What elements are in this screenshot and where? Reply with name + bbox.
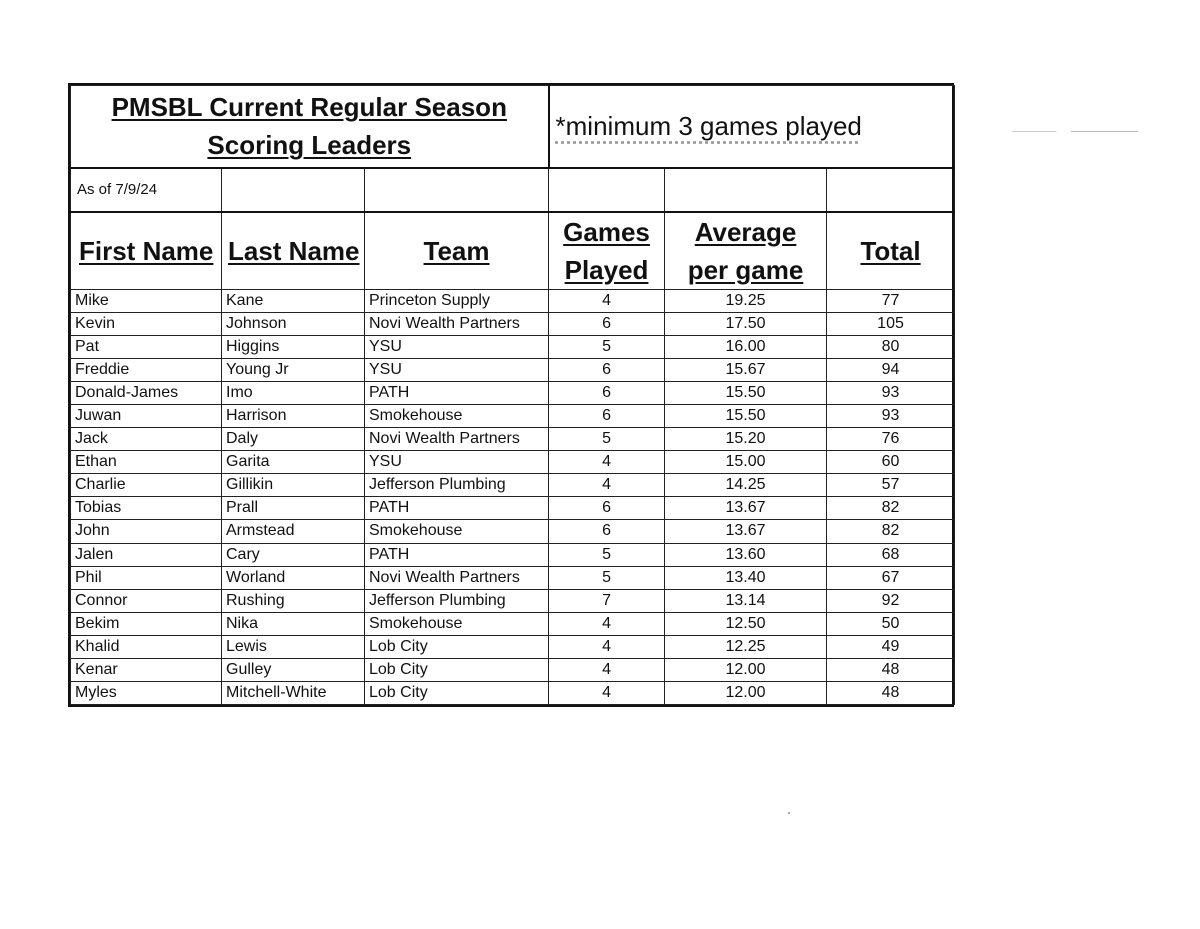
average-cell: 12.50 <box>665 612 827 635</box>
table-row <box>71 566 955 589</box>
games-played-cell: 4 <box>549 289 665 312</box>
games-played-cell: 6 <box>549 520 665 543</box>
games-played-cell: 5 <box>549 566 665 589</box>
table-row <box>71 404 955 427</box>
total-cell: 93 <box>827 404 955 427</box>
games-played-cell: 4 <box>549 635 665 658</box>
games-played-cell: 7 <box>549 589 665 612</box>
team-cell: YSU <box>365 451 549 474</box>
first-name-cell: Pat <box>71 335 222 358</box>
first-name-cell: Mike <box>71 289 222 312</box>
header-average-per-game: Average per game <box>665 212 827 290</box>
average-cell: 15.50 <box>665 381 827 404</box>
total-cell: 68 <box>827 543 955 566</box>
average-cell: 13.67 <box>665 520 827 543</box>
table-row <box>71 589 955 612</box>
table-row <box>71 520 955 543</box>
average-cell: 15.67 <box>665 358 827 381</box>
total-cell: 92 <box>827 589 955 612</box>
first-name-cell: Khalid <box>71 635 222 658</box>
team-cell: Smokehouse <box>365 612 549 635</box>
games-played-cell: 4 <box>549 451 665 474</box>
total-cell: 50 <box>827 612 955 635</box>
games-played-cell: 4 <box>549 659 665 682</box>
average-cell: 12.00 <box>665 682 827 705</box>
table-row <box>71 612 955 635</box>
title-cell <box>71 86 549 168</box>
first-name-cell: Phil <box>71 566 222 589</box>
average-cell: 15.50 <box>665 404 827 427</box>
last-name-cell: Harrison <box>222 404 365 427</box>
team-cell: Lob City <box>365 635 549 658</box>
total-cell: 48 <box>827 659 955 682</box>
games-played-cell: 4 <box>549 612 665 635</box>
first-name-cell: Jalen <box>71 543 222 566</box>
header-team: Team <box>365 212 549 290</box>
team-cell: YSU <box>365 335 549 358</box>
games-played-cell: 4 <box>549 682 665 705</box>
first-name-cell: Freddie <box>71 358 222 381</box>
empty-cell <box>827 168 955 212</box>
average-cell: 17.50 <box>665 312 827 335</box>
total-cell: 49 <box>827 635 955 658</box>
games-played-cell: 5 <box>549 335 665 358</box>
average-cell: 19.25 <box>665 289 827 312</box>
total-cell: 77 <box>827 289 955 312</box>
team-cell: Princeton Supply <box>365 289 549 312</box>
header-row <box>71 212 955 290</box>
last-name-cell: Gulley <box>222 659 365 682</box>
last-name-cell: Lewis <box>222 635 365 658</box>
table-row <box>71 428 955 451</box>
header-last-name: Last Name <box>222 212 365 290</box>
last-name-cell: Worland <box>222 566 365 589</box>
team-cell: PATH <box>365 497 549 520</box>
last-name-cell: Daly <box>222 428 365 451</box>
table-row <box>71 543 955 566</box>
total-cell: 93 <box>827 381 955 404</box>
last-name-cell: Nika <box>222 612 365 635</box>
as-of-row <box>71 168 955 212</box>
team-cell: PATH <box>365 381 549 404</box>
table-row <box>71 381 955 404</box>
team-cell: YSU <box>365 358 549 381</box>
total-cell: 82 <box>827 520 955 543</box>
table-row <box>71 497 955 520</box>
table-row <box>71 289 955 312</box>
last-name-cell: Cary <box>222 543 365 566</box>
table-row <box>71 451 955 474</box>
games-played-cell: 6 <box>549 358 665 381</box>
games-played-cell: 6 <box>549 381 665 404</box>
last-name-cell: Imo <box>222 381 365 404</box>
first-name-cell: Kenar <box>71 659 222 682</box>
last-name-cell: Johnson <box>222 312 365 335</box>
empty-cell <box>222 168 365 212</box>
total-cell: 80 <box>827 335 955 358</box>
games-played-cell: 5 <box>549 428 665 451</box>
average-cell: 15.00 <box>665 451 827 474</box>
table-row <box>71 474 955 497</box>
player-rows <box>71 289 955 705</box>
first-name-cell: Kevin <box>71 312 222 335</box>
header-total: Total <box>827 212 955 290</box>
first-name-cell: Charlie <box>71 474 222 497</box>
average-cell: 12.25 <box>665 635 827 658</box>
last-name-cell: Mitchell-White <box>222 682 365 705</box>
header-games-played: Games Played <box>549 212 665 290</box>
team-cell: Smokehouse <box>365 404 549 427</box>
last-name-cell: Kane <box>222 289 365 312</box>
title-row <box>71 86 955 168</box>
last-name-cell: Higgins <box>222 335 365 358</box>
first-name-cell: Jack <box>71 428 222 451</box>
first-name-cell: Donald-James <box>71 381 222 404</box>
total-cell: 82 <box>827 497 955 520</box>
team-cell: Jefferson Plumbing <box>365 474 549 497</box>
average-cell: 16.00 <box>665 335 827 358</box>
last-name-cell: Young Jr <box>222 358 365 381</box>
as-of-date: As of 7/9/24 <box>71 168 222 212</box>
team-cell: Novi Wealth Partners <box>365 566 549 589</box>
last-name-cell: Rushing <box>222 589 365 612</box>
total-cell: 94 <box>827 358 955 381</box>
team-cell: PATH <box>365 543 549 566</box>
first-name-cell: Myles <box>71 682 222 705</box>
scoring-leaders-table <box>70 85 955 705</box>
table-row <box>71 635 955 658</box>
first-name-cell: Tobias <box>71 497 222 520</box>
last-name-cell: Prall <box>222 497 365 520</box>
last-name-cell: Armstead <box>222 520 365 543</box>
title-line-2: Scoring Leaders <box>207 130 412 161</box>
team-cell: Jefferson Plumbing <box>365 589 549 612</box>
team-cell: Smokehouse <box>365 520 549 543</box>
total-cell: 105 <box>827 312 955 335</box>
games-played-cell: 6 <box>549 497 665 520</box>
team-cell: Novi Wealth Partners <box>365 428 549 451</box>
table-row <box>71 659 955 682</box>
total-cell: 76 <box>827 428 955 451</box>
total-cell: 48 <box>827 682 955 705</box>
average-cell: 13.14 <box>665 589 827 612</box>
average-cell: 14.25 <box>665 474 827 497</box>
games-played-cell: 4 <box>549 474 665 497</box>
total-cell: 60 <box>827 451 955 474</box>
games-played-cell: 5 <box>549 543 665 566</box>
table-row <box>71 312 955 335</box>
first-name-cell: John <box>71 520 222 543</box>
scan-artifact-dot <box>788 812 790 814</box>
first-name-cell: Bekim <box>71 612 222 635</box>
table-row <box>71 335 955 358</box>
scoring-leaders-sheet <box>68 83 954 707</box>
empty-cell <box>665 168 827 212</box>
average-cell: 12.00 <box>665 659 827 682</box>
average-cell: 13.60 <box>665 543 827 566</box>
team-cell: Novi Wealth Partners <box>365 312 549 335</box>
total-cell: 67 <box>827 566 955 589</box>
first-name-cell: Connor <box>71 589 222 612</box>
note-cell <box>549 86 955 168</box>
title-line-1: PMSBL Current Regular Season <box>111 92 507 123</box>
last-name-cell: Gillikin <box>222 474 365 497</box>
first-name-cell: Juwan <box>71 404 222 427</box>
first-name-cell: Ethan <box>71 451 222 474</box>
header-first-name: First Name <box>71 212 222 290</box>
table-row <box>71 682 955 705</box>
games-played-cell: 6 <box>549 312 665 335</box>
scan-artifact-line <box>1012 131 1160 132</box>
minimum-games-note: *minimum 3 games played <box>555 110 862 141</box>
team-cell: Lob City <box>365 682 549 705</box>
average-cell: 13.67 <box>665 497 827 520</box>
games-played-cell: 6 <box>549 404 665 427</box>
empty-cell <box>365 168 549 212</box>
average-cell: 13.40 <box>665 566 827 589</box>
total-cell: 57 <box>827 474 955 497</box>
team-cell: Lob City <box>365 659 549 682</box>
empty-cell <box>549 168 665 212</box>
average-cell: 15.20 <box>665 428 827 451</box>
table-row <box>71 358 955 381</box>
last-name-cell: Garita <box>222 451 365 474</box>
